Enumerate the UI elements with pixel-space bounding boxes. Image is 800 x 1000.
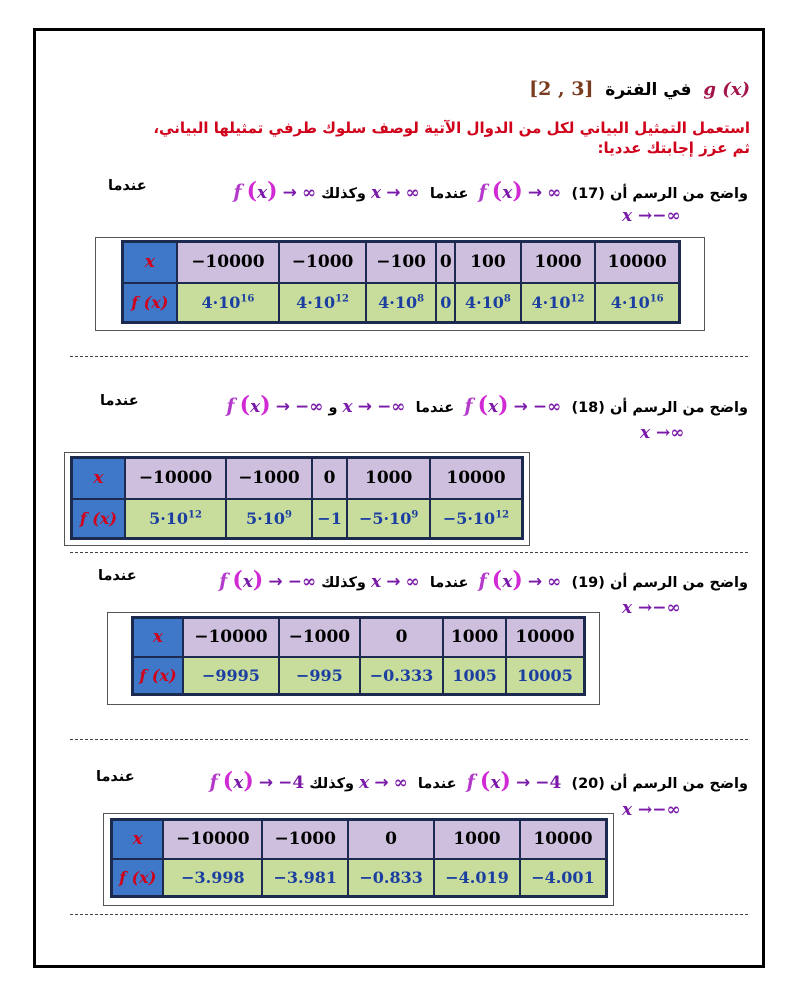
x-row (123, 242, 680, 283)
fx-cell: 10005 (506, 657, 585, 695)
p18-number: (18) (571, 400, 605, 416)
p19-when-1: عندما (429, 575, 469, 591)
fx-cell: 0 (436, 283, 455, 323)
problem-20: f (x) → −4 وكذلك x → ∞ عندما f (x) → −4 واضح من الرسم أن (20) (209, 768, 748, 794)
fx-cell: $4\cdot 10^8$ (455, 283, 520, 323)
x-cell: −10000 (125, 458, 226, 499)
value-table-18 (70, 456, 524, 540)
interval-label: في الفترة (605, 80, 692, 100)
p20-tail: x →−∞ (622, 800, 681, 820)
x-cell: −1000 (279, 618, 360, 657)
p18-when-2: عندما (100, 393, 139, 409)
x-row (112, 820, 607, 859)
p17-approach: ∞ (405, 183, 420, 203)
p17-number: (17) (571, 186, 605, 202)
fx-label: f (x) (133, 657, 183, 695)
fx-cell: $-5\cdot 10^{12}$ (430, 499, 523, 539)
p18-var: x (342, 397, 353, 417)
p19-text: واضح من الرسم أن (609, 575, 748, 591)
x-cell: −10000 (177, 242, 280, 283)
fx-cell: −1 (312, 499, 348, 539)
fx-cell: $4\cdot 10^{16}$ (595, 283, 679, 323)
p20-text: واضح من الرسم أن (609, 776, 748, 792)
p17-text: واضح من الرسم أن (609, 186, 748, 202)
x-cell: −1000 (226, 458, 312, 499)
fx-cell: $5\cdot 10^{12}$ (125, 499, 226, 539)
separator (70, 739, 748, 740)
fx-cell: −0.333 (360, 657, 443, 695)
fx-cell: −4.001 (520, 859, 607, 897)
fx-cell: −3.998 (163, 859, 262, 897)
interval: [2 , 3] (529, 78, 594, 100)
fx-row (133, 657, 585, 695)
fx-row (123, 283, 680, 323)
instructions-line-1: استعمل التمثيل البياني لكل من الدوال الآتية لوصف سلوك طرفي تمثيلها البياني، (153, 119, 750, 137)
p20-connector: وكذلك (309, 776, 355, 792)
x-cell: −1000 (262, 820, 348, 859)
x-cell: 10000 (520, 820, 607, 859)
x-cell: −10000 (163, 820, 262, 859)
p19-limit-2: −∞ (287, 572, 317, 592)
p20-var: x (359, 773, 370, 793)
p19-limit-1: ∞ (547, 572, 562, 592)
fx-label: f (x) (72, 499, 125, 539)
x-cell: 10000 (430, 458, 523, 499)
x-label: x (72, 458, 125, 499)
p17-var: x (371, 183, 382, 203)
p19-number: (19) (571, 575, 605, 591)
fx-cell: −4.019 (434, 859, 520, 897)
fx-label: f (x) (112, 859, 164, 897)
x-cell: 100 (455, 242, 520, 283)
x-cell: 0 (348, 820, 434, 859)
p17-when-2: عندما (108, 178, 147, 194)
separator (70, 356, 748, 357)
p17-limit-arrow-2: → ∞ (282, 183, 317, 203)
p18-limit-1: −∞ (532, 397, 562, 417)
p18-approach: −∞ (377, 397, 406, 417)
fx-row (112, 859, 607, 897)
x-label: x (123, 242, 177, 283)
section-header (529, 78, 750, 100)
value-table-17 (121, 240, 681, 324)
x-cell: 0 (312, 458, 348, 499)
x-cell: 1000 (521, 242, 596, 283)
value-table-20 (110, 818, 608, 898)
x-cell: 10000 (506, 618, 585, 657)
p20-when-1: عندما (417, 776, 457, 792)
fx-cell: $4\cdot 10^{16}$ (177, 283, 280, 323)
instructions (100, 118, 750, 158)
p18-connector: و (328, 400, 338, 416)
fx-cell: −9995 (183, 657, 279, 695)
fx-cell: $4\cdot 10^{12}$ (521, 283, 596, 323)
fx-cell: −3.981 (262, 859, 348, 897)
fx-cell: $4\cdot 10^{12}$ (279, 283, 366, 323)
fx-cell: 1005 (443, 657, 506, 695)
x-cell: 0 (436, 242, 455, 283)
x-row (72, 458, 523, 499)
fx-cell: $5\cdot 10^9$ (226, 499, 312, 539)
fx-cell: −995 (279, 657, 360, 695)
value-table-19 (131, 616, 586, 696)
p17-tail: x →−∞ (622, 206, 681, 226)
p20-when-2: عندما (96, 769, 135, 785)
separator (70, 914, 748, 915)
p18-when-1: عندما (415, 400, 455, 416)
p19-when-2: عندما (98, 568, 137, 584)
x-label: x (112, 820, 164, 859)
p19-approach: ∞ (405, 572, 420, 592)
separator (70, 552, 748, 553)
p18-limit-2: −∞ (295, 397, 324, 417)
instructions-line-2: ثم عزز إجابتك عدديا: (597, 139, 750, 157)
fx-cell: $-5\cdot 10^9$ (347, 499, 430, 539)
p18-text: واضح من الرسم أن (609, 400, 748, 416)
p20-limit-1: −4 (535, 773, 562, 793)
p17-when-1: عندما (429, 186, 469, 202)
p20-limit-2: −4 (278, 773, 305, 793)
function-name: g (x) (703, 79, 750, 100)
problem-17: f (x) → ∞ وكذلك x → ∞ عندما f (x) → ∞ واضح من الرسم أن (17) (233, 178, 748, 204)
x-cell: −10000 (183, 618, 279, 657)
fx-cell: −0.833 (348, 859, 434, 897)
fx-label: f (x) (123, 283, 177, 323)
fx-row (72, 499, 523, 539)
problem-19: f (x) → −∞ وكذلك x → ∞ عندما f (x) → ∞ واضح من الرسم أن (19) (219, 567, 748, 593)
x-cell: 0 (360, 618, 443, 657)
x-cell: −1000 (279, 242, 366, 283)
x-cell: 1000 (434, 820, 520, 859)
x-label: x (133, 618, 183, 657)
p19-var: x (371, 572, 382, 592)
x-cell: 1000 (347, 458, 430, 499)
p18-tail: x →∞ (640, 423, 685, 443)
p19-connector: وكذلك (321, 575, 366, 591)
x-cell: 10000 (595, 242, 679, 283)
x-row (133, 618, 585, 657)
fx-cell: $4\cdot 10^8$ (366, 283, 437, 323)
x-cell: 1000 (443, 618, 506, 657)
p19-tail: x →−∞ (622, 598, 681, 618)
p20-number: (20) (571, 776, 605, 792)
p17-connector: وكذلك (321, 186, 366, 202)
problem-18: f (x) → −∞ و x → −∞ عندما f (x) → −∞ واضح من الرسم أن (18) (226, 392, 748, 418)
p17-limit-1: ∞ (547, 183, 562, 203)
x-cell: −100 (366, 242, 437, 283)
p20-approach: ∞ (393, 773, 408, 793)
